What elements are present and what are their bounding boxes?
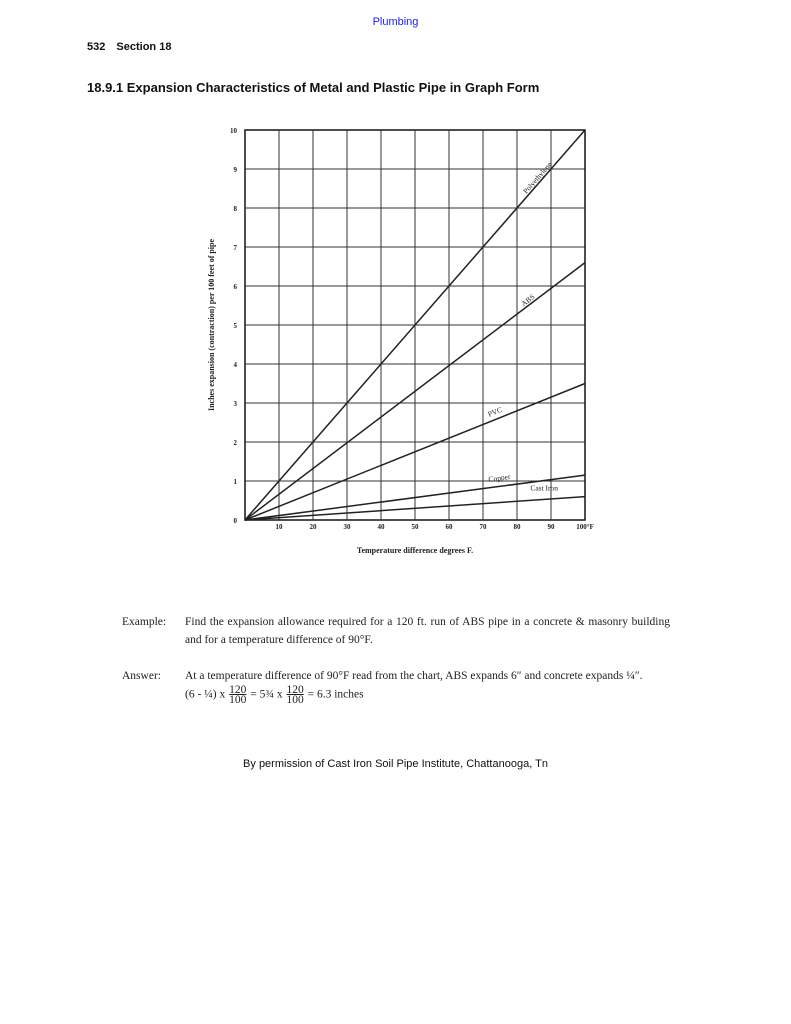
expansion-chart-svg bbox=[200, 122, 610, 562]
fraction-2-denominator: 100 bbox=[286, 694, 304, 706]
fraction-1-numerator: 120 bbox=[229, 684, 247, 696]
y-tick-label: 4 bbox=[233, 361, 237, 369]
x-tick-label: 50 bbox=[411, 523, 419, 531]
x-tick-label: 70 bbox=[479, 523, 487, 531]
y-tick-label: 3 bbox=[233, 400, 237, 408]
credit-line: By permission of Cast Iron Soil Pipe Institute, Chattanooga, Tn bbox=[243, 758, 548, 770]
series-label: Copper bbox=[487, 471, 511, 484]
example-label: Example: bbox=[122, 616, 167, 628]
x-tick-label: 90 bbox=[547, 523, 555, 531]
equation-part-1: (6 - ¼) x bbox=[185, 688, 226, 701]
x-axis-label: Temperature difference degrees F. bbox=[356, 546, 474, 555]
example-text: Find the expansion allowance required for a 120 ft. run of ABS pipe in a concrete & masonry building and for a temperature difference of 90°F. bbox=[185, 616, 670, 646]
x-tick-label: 40 bbox=[377, 523, 385, 531]
y-tick-label: 1 bbox=[233, 478, 237, 486]
x-tick-label: 60 bbox=[445, 523, 453, 531]
equation-part-2: = 5¾ x bbox=[250, 688, 283, 701]
answer-equation bbox=[185, 685, 670, 705]
series-label: PVC bbox=[486, 404, 504, 419]
x-tick-label: 30 bbox=[343, 523, 351, 531]
page-identifier bbox=[87, 41, 171, 53]
expansion-chart bbox=[200, 122, 610, 562]
y-tick-label: 5 bbox=[233, 322, 237, 330]
series-label: Polyethylene bbox=[521, 160, 554, 196]
fraction-1-denominator: 100 bbox=[229, 694, 247, 706]
y-tick-label: 9 bbox=[233, 166, 237, 174]
answer-label: Answer: bbox=[122, 670, 161, 682]
answer-body bbox=[185, 667, 670, 705]
y-tick-label: 8 bbox=[233, 205, 237, 213]
x-tick-label: 10 bbox=[275, 523, 283, 531]
x-tick-label: 20 bbox=[309, 523, 317, 531]
series-label: ABS bbox=[519, 292, 537, 309]
x-tick-label: 100°F bbox=[576, 523, 594, 531]
y-tick-label: 2 bbox=[233, 439, 237, 447]
y-tick-label: 7 bbox=[233, 244, 237, 252]
fraction-2-numerator: 120 bbox=[286, 684, 304, 696]
page-number: 532 bbox=[87, 41, 106, 53]
y-tick-label: 6 bbox=[233, 283, 237, 291]
answer-text: At a temperature difference of 90°F read from the chart, ABS expands 6″ and concrete expands ¼″. bbox=[185, 670, 643, 682]
equation-result: = 6.3 inches bbox=[307, 688, 364, 701]
y-tick-label: 0 bbox=[233, 517, 237, 525]
section-heading: 18.9.1 Expansion Characteristics of Metal and Plastic Pipe in Graph Form bbox=[87, 80, 540, 95]
y-tick-label: 10 bbox=[230, 127, 237, 135]
x-tick-label: 80 bbox=[513, 523, 521, 531]
running-title: Plumbing bbox=[372, 16, 419, 28]
fraction-1 bbox=[229, 685, 246, 705]
series-label: Cast Iron bbox=[530, 483, 559, 493]
section-label: Section 18 bbox=[116, 41, 172, 53]
y-axis-label: Inches expansion (contraction) per 100 feet of pipe bbox=[207, 238, 216, 412]
fraction-2 bbox=[287, 685, 304, 705]
